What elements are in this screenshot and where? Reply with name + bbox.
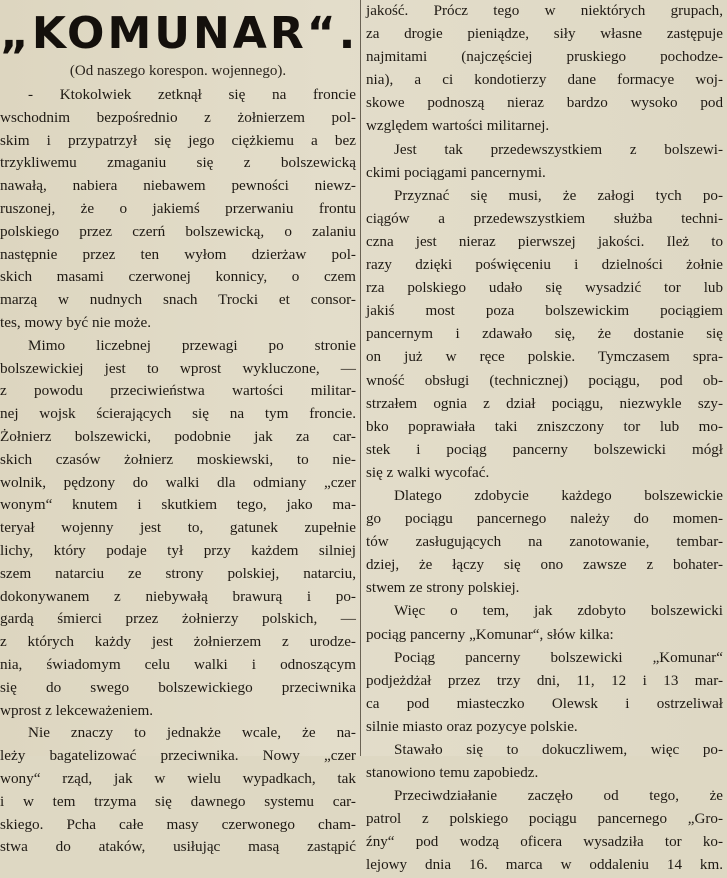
text-line: stwem ze strony polskiej. — [366, 580, 520, 597]
text-line: stek i pociąg pancerny bolszewicki mógł — [366, 441, 723, 458]
text-line: nia), a ci kondotierzy dane formacye woj- — [366, 72, 723, 89]
text-line: lichy, który podaje tył przy każdem silniej — [0, 541, 356, 559]
text-line: Jest tak przedewszystkiem z bolszewi- — [394, 141, 723, 158]
text-line: podjeżdżał przez trzy dni, 11, 12 i 13 mar- — [366, 672, 723, 689]
text-line: wonym“ knutem i skutkiem tego, jako ma- — [0, 496, 356, 514]
text-line: Więc o tem, jak zdobyto bolszewicki — [394, 603, 723, 620]
text-line: polskiego przez czerń bolszewicką, o zalaniu — [0, 222, 356, 240]
text-line: teryał wojenny jest to, gatunek zupełnie — [0, 519, 356, 537]
text-line: pancernym i zdawało się, że dostanie się — [366, 326, 723, 343]
text-line: pociąg pancerny „Komunar“, słów kilka: — [366, 626, 614, 643]
text-line: trzykliwemu zmaganiu się z bolszewicką — [0, 154, 356, 172]
text-line: jakiś most poza bolszewickim pociągiem — [366, 303, 723, 320]
text-line: tes, mowy być nie może. — [0, 313, 151, 331]
text-line: wony“ rząd, jak w wielu wypadkach, tak — [0, 769, 356, 787]
text-line: skowe podnoszą nieraz bardzo wysoko pod — [366, 95, 723, 112]
right-column-text — [366, 0, 723, 878]
text-line: Pociąg pancerny bolszewicki „Komunar“ — [394, 649, 723, 666]
text-line: skiego. Pcha całe masy czerwonego cham- — [0, 815, 356, 833]
text-line: Stawało się to dokuczliwem, więc po- — [394, 742, 723, 758]
text-line: wschodnim bezpośrednio z żołnierzem pol- — [0, 108, 356, 126]
article-title: „KOMUNAR“. — [0, 8, 359, 59]
text-line: za drogie pieniądze, siły własne zastępuje — [366, 26, 723, 43]
text-line: skich masami czerwonej konnicy, o czem — [0, 268, 356, 286]
text-line: bolszewickiej jest to wprost wykluczone, — — [0, 359, 356, 377]
text-line: się do swego bolszewickiego przeciwnika — [0, 678, 356, 696]
text-line: lejowy dnia 16. marca w oddaleniu 14 km. — [366, 857, 723, 874]
left-column-text — [0, 84, 356, 859]
text-line: on już w ręce polskie. Tymczasem spra- — [366, 349, 723, 366]
text-line: gardą śmierci przez żołnierzy polskich, — — [0, 610, 356, 628]
text-line: stanowiono temu zapobiedz. — [366, 765, 539, 782]
text-line: względem wartości militarnej. — [366, 118, 550, 135]
text-line: Mimo liczebnej przewagi po stronie — [28, 336, 356, 354]
text-line: ciągów a przedewszystkiem służba techni- — [366, 210, 723, 227]
text-line: ruszonej, że o jakiemś przerwaniu frontu — [0, 199, 356, 217]
article-subtitle: (Od naszego korespon. wojennego). — [69, 63, 287, 79]
text-line: wność obsługi (technicznej) pociągu, pod ob- — [366, 372, 723, 389]
text-line: stwa do ataków, usiłując masą zastąpić — [0, 838, 356, 856]
text-line: silnie miasto oraz pozycye polskie. — [366, 718, 578, 735]
text-line: - Ktokolwiek zetknął się na froncie — [28, 86, 356, 103]
text-line: nia, świadomym celu walki i odnoszącym — [0, 655, 356, 673]
text-line: Przyznać się musi, że załogi tych po- — [394, 187, 723, 204]
text-line: strzałem ognia z dział pociągu, niezwykle szy- — [366, 395, 723, 412]
text-line: dziej, że łączy się ono zawsze z bohater- — [366, 557, 723, 574]
text-line: z których każdy jest żołnierzem z urodze- — [0, 633, 356, 651]
text-line: czna jest nieraz pierwszej jakości. Ileż to — [366, 233, 723, 250]
text-line: nej wojsk ścierających się na tym froncie. — [0, 405, 356, 423]
text-line: nawałą, nabiera niebawem pewności niewz- — [0, 177, 356, 195]
text-line: następnie przez ten wyłom dzierżaw pol- — [0, 245, 356, 263]
right-column — [366, 0, 723, 874]
text-line: szem natarciu ze strony polskiej, natarciu, — [0, 564, 356, 582]
text-line: skich czasów żołnierz moskiewski, to nie- — [0, 450, 356, 468]
text-line: bko poprawiała taki zniszczony tor lub mo- — [366, 418, 723, 435]
text-line: ckimi pociągami pancernymi. — [366, 164, 546, 181]
text-line: najmitami (najczęściej pruskiego pochodze- — [366, 49, 723, 66]
text-line: rza polskiego udało się wysadzić tor lub — [366, 280, 723, 297]
text-line: źny“ pod wodzą oficera wysadziła tor ko- — [366, 834, 723, 851]
text-line: patrol z polskiego pociągu pancernego „Gro- — [366, 811, 723, 828]
text-line: dokonywanem z niebywałą brawurą i po- — [0, 587, 356, 605]
text-line: razy dzięki poświęceniu i dzielności żołnie — [366, 257, 723, 274]
text-line: go pociągu pancernego należy do momen- — [366, 511, 723, 528]
text-line: leży bagatelizować przeciwnika. Nowy „czer — [0, 747, 356, 765]
text-line: wprost z lekceważeniem. — [0, 701, 154, 719]
text-line: ca pod miasteczko Olewsk i ostrzeliwał — [366, 695, 723, 712]
text-line: wolnik, pędzony do walki dla odmiany „czer — [0, 473, 356, 491]
text-line: Przeciwdziałanie zaczęło od tego, że — [394, 788, 723, 805]
text-line: Żołnierz bolszewicki, podobnie jak za car- — [0, 427, 356, 445]
text-line: się z walki wycofać. — [366, 464, 490, 481]
text-line: jakość. Prócz tego w niektórych grupach, — [366, 3, 723, 19]
text-line: tów zasługujących na zanotowanie, tembar- — [366, 534, 723, 551]
text-line: Dlatego zdobycie każdego bolszewickie — [394, 487, 723, 504]
left-column — [0, 0, 359, 856]
text-line: i w tem trzyma się dawnego systemu car- — [0, 792, 356, 810]
text-line: Nie znaczy to jednakże wcale, że na- — [28, 724, 356, 742]
column-divider — [360, 0, 361, 756]
text-line: marzą w nudnych snach Trocki et consor- — [0, 291, 356, 309]
text-line: skim i przypatrzył się jego ciężkiemu a bez — [0, 131, 356, 149]
text-line: z powodu przeciwieństwa wartości militar- — [0, 382, 356, 400]
